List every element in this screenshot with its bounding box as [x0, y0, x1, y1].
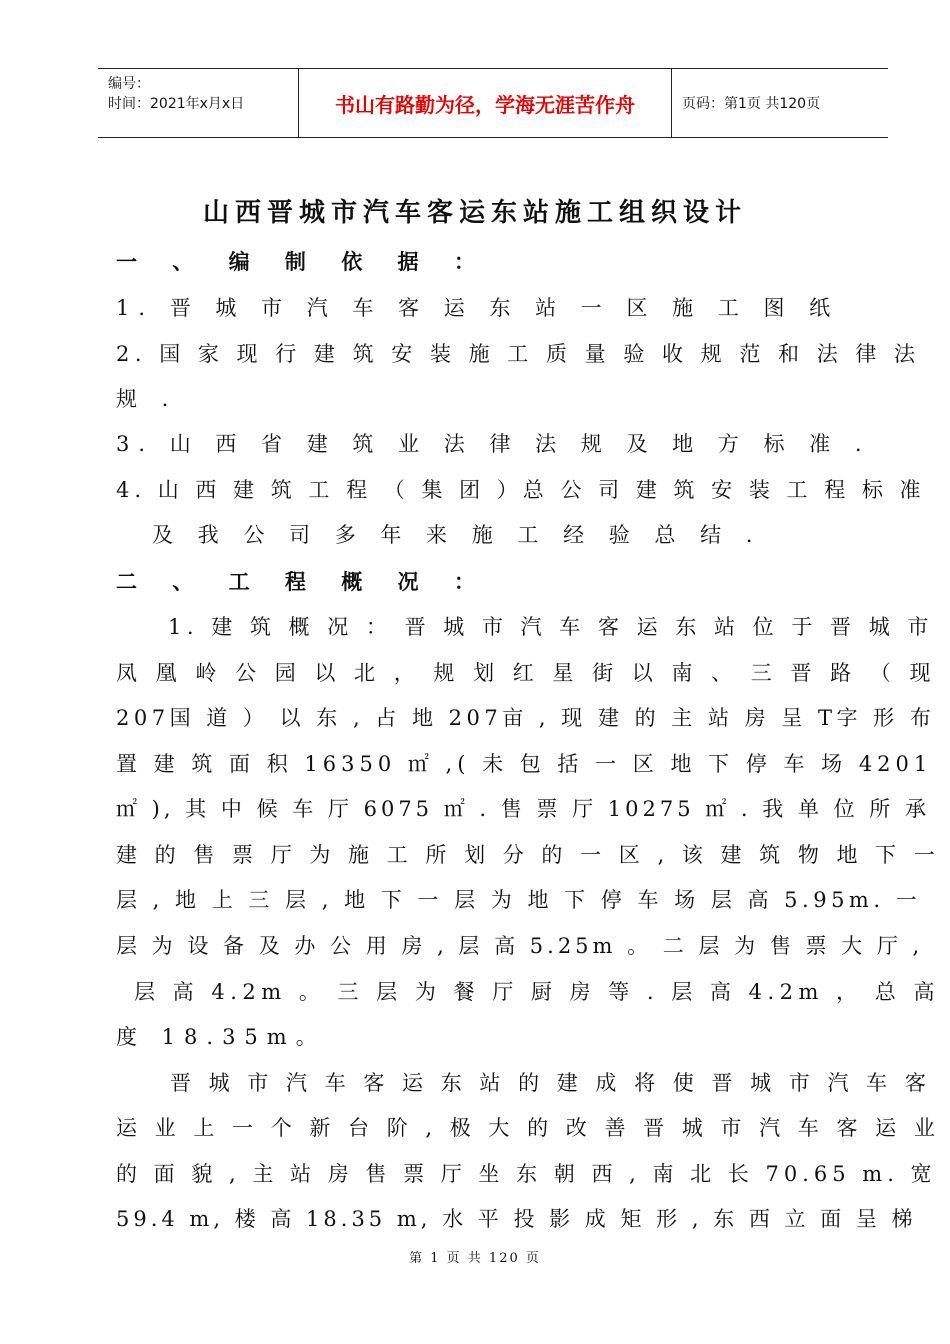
header-meta-cell: [98, 69, 298, 137]
header-page-info: 页码：第1页 共120页: [682, 96, 821, 112]
body-line: 凤 凰 岭 公 园 以 北 ， 规 划 红 星 街 以 南 、 三 晋 路 （ 现: [116, 661, 937, 685]
body-line: 层 , 地 上 三 层 , 地 下 一 层 为 地 下 停 车 场 层 高 5.95m. 一: [116, 888, 922, 912]
body-line: 4. 山 西 建 筑 工 程 （ 集 团 ）总 公 司 建 筑 安 装 工 程 标 准: [116, 478, 926, 502]
number-label: 编号：: [108, 76, 150, 92]
time-label: 时间：2021年x月x日: [108, 96, 245, 112]
body-line: 207国 道 ） 以 东 , 占 地 207亩 , 现 建 的 主 站 房 呈 T字 形 布: [116, 706, 936, 730]
section-heading: 一 、 编 制 依 据 ：: [116, 249, 489, 274]
body-line: 建 的 售 票 厅 为 施 工 所 划 分 的 一 区 , 该 建 筑 物 地 下 一: [116, 843, 941, 867]
body-line: 层 高 4.2m 。 三 层 为 餐 厅 厨 房 等 . 层 高 4.2m ， 总 高: [134, 980, 940, 1004]
body-line: 晋 城 市 汽 车 客 运 东 站 的 建 成 将 使 晋 城 市 汽 车 客: [170, 1071, 932, 1095]
body-line: 层 为 设 备 及 办 公 用 房 , 层 高 5.25m 。 二 层 为 售 票 大 厅 ,: [116, 934, 924, 958]
body-line: 的 面 貌 , 主 站 房 售 票 厅 坐 东 朝 西 , 南 北 长 70.65 m. 宽: [116, 1162, 937, 1186]
body-line: 置 建 筑 面 积 16350 ㎡ ,( 未 包 括 一 区 地 下 停 车 场 4201: [116, 752, 933, 776]
header-motto: 书山有路勤为径，学海无涯苦作舟: [335, 92, 635, 117]
page-header: [98, 68, 888, 138]
body-line: 运 业 上 一 个 新 台 阶 , 极 大 的 改 善 晋 城 市 汽 车 客 运 业: [116, 1116, 941, 1140]
body-line: ㎡ ), 其 中 候 车 厅 6075 ㎡ . 售 票 厅 10275 ㎡ . 我 单 位 所 承: [116, 797, 930, 821]
document-title: 山西晋城市汽车客运东站施工组织设计: [202, 198, 747, 228]
body-line: 度 18.35m。: [116, 1025, 326, 1049]
body-line: 1. 晋 城 市 汽 车 客 运 东 站 一 区 施 工 图 纸: [116, 296, 840, 320]
body-line: 3. 山 西 省 建 筑 业 法 律 法 规 及 地 方 标 准 .: [116, 432, 871, 456]
body-line: 规 .: [116, 387, 178, 411]
body-line: 1. 建 筑 概 况 ： 晋 城 市 汽 车 客 运 东 站 位 于 晋 城 市: [168, 615, 934, 639]
page-footer: 第 1 页 共 120 页: [409, 1251, 541, 1266]
section-heading: 二 、 工 程 概 况 ：: [116, 569, 489, 594]
body-line: 及 我 公 司 多 年 来 施 工 经 验 总 结 .: [152, 523, 762, 547]
body-line: 59.4 m, 楼 高 18.35 m, 水 平 投 影 成 矩 形 , 东 西 立 面 呈 梯: [116, 1207, 917, 1231]
body-line: 2. 国 家 现 行 建 筑 安 装 施 工 质 量 验 收 规 范 和 法 律 法: [116, 342, 921, 366]
